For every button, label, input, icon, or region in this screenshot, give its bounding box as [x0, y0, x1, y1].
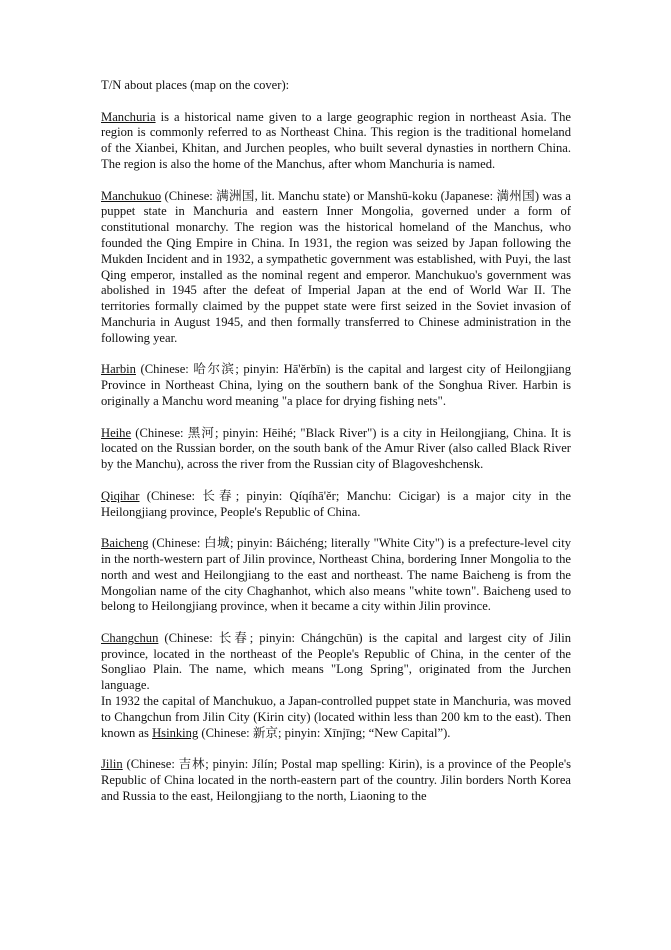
entry-baicheng — [101, 536, 571, 615]
term-manchukuo: Manchukuo — [101, 188, 162, 203]
term-heihe: Heihe — [101, 425, 132, 440]
entry-manchuria — [101, 110, 571, 173]
entry-changchun-continued — [101, 694, 571, 741]
term-harbin: Harbin — [101, 362, 136, 377]
entry-text: (Chinese: 长春; pinyin: Qíqíhā'ěr; Manchu: Cicigar) is a major city in the Heilongjiang province, People's Republic of China. — [101, 488, 571, 519]
entry-text: (Chinese: 新京; pinyin: Xīnjīng; “New Capital”). — [198, 725, 451, 740]
entry-text: (Chinese: 哈尔滨; pinyin: Hā'ěrbīn) is the capital and largest city of Heilongjiang Province in Northeast China, lying on the southern bank of the Songhua River. Harbin is originally a Manchu word meaning "a place for drying fishing nets". — [101, 362, 571, 408]
term-changchun: Changchun — [101, 630, 159, 645]
entry-text: is a historical name given to a large geographic region in northeast Asia. The region is commonly referred to as Northeast China. This region is the traditional homeland of the Xianbei, Khitan, and Jurchen peoples, who built several dynasties in northern China. The region is also the home of the Manchus, after whom Manchuria is named. — [101, 109, 571, 171]
entry-heihe — [101, 426, 571, 473]
entry-qiqihar — [101, 489, 571, 521]
term-jilin: Jilin — [101, 757, 123, 772]
term-baicheng: Baicheng — [101, 536, 149, 551]
document-page — [101, 78, 571, 820]
entry-text: (Chinese: 长春; pinyin: Chángchūn) is the capital and largest city of Jilin province, located in the northeast of the People's Republic of China, in the center of the Songliao Plain. The name, which means "Long Spring", originated from the Jurchen language. — [101, 630, 571, 693]
entry-text: (Chinese: 吉林; pinyin: Jílín; Postal map spelling: Kirin), is a province of the People's Republic of China located in the north-eastern part of the country. Jilin borders North Korea and Russia to the east, Heilongjiang to the north, Liaoning to the — [101, 757, 571, 803]
entry-manchukuo — [101, 189, 571, 347]
entry-text: (Chinese: 白城; pinyin: Báichéng; literally "White City") is a prefecture-level city in the north-western part of Jilin province, Northeast China, bordering Inner Mongolia to the north and west and Heilongjiang to the east and northeast. The name Baicheng is from the Mongolian name of the city Chaghanhot, which also means "white town". Baicheng used to belong to Heilongjiang province, when it became a city within Jilin province. — [101, 536, 571, 614]
entry-jilin — [101, 757, 571, 804]
entry-text: (Chinese: 黑河; pinyin: Hēihé; "Black River") is a city in Heilongjiang, China. It is located on the Russian border, on the south bank of the Amur River (also called Black River by the Manchu), across the river from the Russian city of Blagoveshchensk. — [101, 425, 571, 472]
term-hsinking: Hsinking — [152, 725, 199, 740]
entry-changchun — [101, 631, 571, 694]
term-qiqihar: Qiqihar — [101, 488, 140, 503]
page-heading: T/N about places (map on the cover): — [101, 78, 290, 92]
entry-text: In 1932 the capital of Manchukuo, a Japan-controlled puppet state in Manchuria, was moved to Changchun from Jilin City (Kirin city) (located within less than 200 km to the east). Then known as — [101, 694, 571, 740]
term-manchuria: Manchuria — [101, 109, 156, 124]
entry-text: (Chinese: 满洲国, lit. Manchu state) or Manshū-koku (Japanese: 満州国) was a puppet state in Manchuria and eastern Inner Mongolia, governed under a form of constitutional monarchy. The region was the historical homeland of the Manchus, who founded the Qing Empire in China. In 1931, the region was seized by Japan following the Mukden Incident and in 1932, a sympathetic government was established, with Puyi, the last Qing emperor, installed as the nominal regent and emperor. Manchukuo's government was abolished in 1945 after the defeat of Imperial Japan at the end of World War II. The territories formally claimed by the puppet state were first seized in the Soviet invasion of Manchuria in August 1945, and then formally transferred to Chinese administration in the following year. — [101, 188, 571, 345]
entry-harbin — [101, 362, 571, 409]
